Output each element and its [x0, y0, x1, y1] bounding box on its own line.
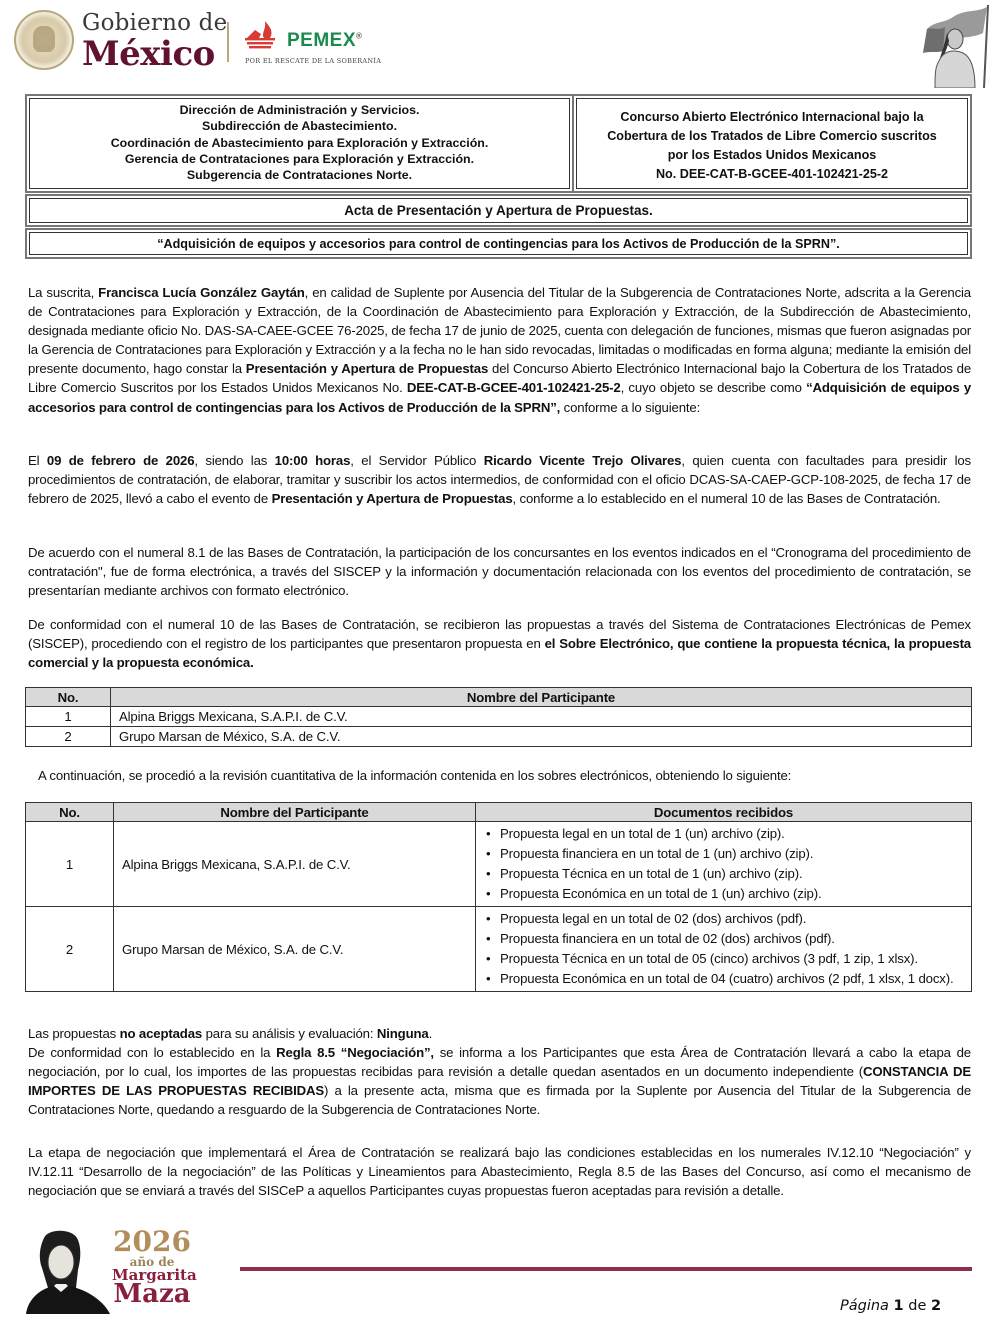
- page-of: de: [908, 1298, 927, 1314]
- cell-participant-name: Alpina Briggs Mexicana, S.A.P.I. de C.V.: [111, 707, 972, 727]
- bold-text: no aceptadas: [119, 1026, 203, 1041]
- dependency-box: [25, 94, 574, 193]
- document-item: • Propuesta legal en un total de 02 (dos) archivos (pdf).: [486, 909, 965, 929]
- text: , siendo las: [194, 453, 275, 468]
- text: para su análisis y evaluación:: [202, 1026, 377, 1041]
- document-item: • Propuesta legal en un total de 1 (un) archivo (zip).: [486, 824, 965, 844]
- text: El: [28, 453, 47, 468]
- acta-title-box: [25, 194, 972, 227]
- document-item: • Propuesta Económica en un total de 04 (cuatro) archivos (2 pdf, 1 xlsx, 1 docx).: [486, 969, 965, 989]
- table-row: [26, 727, 972, 747]
- text: .: [428, 1026, 433, 1041]
- heroine-with-flag-illustration-icon: [905, 3, 993, 88]
- text: , quien cuenta con facultades para presidir los procedimientos de contratación, de elaborar, tramitar y suscribir los actos intermedios, de conformidad con el oficio DCAS-SA-CAEP-GCP-108-2025, de fecha 17 de febrero de 2025, llevó a cabo el evento de: [28, 453, 971, 507]
- registered-mark: ®: [356, 31, 363, 41]
- text: , cuyo objeto se describe como: [620, 380, 807, 396]
- text: De conformidad con lo establecido en la: [28, 1045, 277, 1061]
- cell-no: 2: [26, 727, 111, 747]
- page-current: 1: [893, 1298, 904, 1314]
- paragraph-event: [28, 451, 971, 508]
- paragraph-negotiation: [28, 1024, 971, 1119]
- gov-logo-line1: Gobierno de: [82, 10, 228, 36]
- table-header-row: [26, 688, 972, 707]
- cell-participant-name: Alpina Briggs Mexicana, S.A.P.I. de C.V.: [114, 822, 476, 907]
- procedure-line: Cobertura de los Tratados de Libre Comercio suscritos: [607, 129, 937, 143]
- column-header-no: No.: [26, 803, 114, 822]
- page-label: Página: [840, 1298, 889, 1314]
- event-date: 09 de febrero de 2026: [46, 453, 195, 468]
- procedure-number: No. DEE-CAT-B-GCEE-401-102421-25-2: [655, 167, 889, 181]
- honoree-first-name: Margarita: [112, 1266, 197, 1284]
- dependency-lines: [27, 102, 572, 183]
- text: ) a la presente acta, misma que es firmada por la Suplente por Ausencia del Titular de la Subgerencia de Contrataciones Norte, quedando a resguardo de la Subgerencia de Contrataciones Norte.: [28, 1083, 971, 1118]
- dependency-line: Subgerencia de Contrataciones Norte.: [186, 168, 413, 183]
- logo-divider: [227, 22, 229, 62]
- text: , conforme a lo establecido en el numeral 10 de las Bases de Contratación.: [512, 491, 941, 507]
- participants-table: [25, 687, 972, 747]
- bold-text: el Sobre Electrónico, que contiene la propuesta técnica, la propuesta comercial y la propuesta económica.: [28, 636, 971, 671]
- paragraph-negotiation-conditions: La etapa de negociación que implementará el Área de Contratación se realizará bajo las condiciones establecidas en los numerales IV.12.10 “Negociación” y IV.12.11 “Desarrollo de la negociación” de las Políticas y Lineamientos para Abastecimiento, Regla 8.5 de las Bases del Concurso, así como el mecanismo de negociación que se enviará a través del SISCeP a aquellos Participantes cuyas propuestas fueron aceptadas para revisión a detalle.: [28, 1145, 971, 1199]
- page-total: 2: [930, 1298, 942, 1314]
- documents-received-table: [25, 802, 972, 992]
- cell-no: 1: [26, 707, 111, 727]
- dependency-line: Gerencia de Contrataciones para Exploración y Extracción.: [124, 151, 475, 166]
- year-number: 2026: [113, 1225, 191, 1258]
- dependency-line: Dirección de Administración y Servicios.: [179, 103, 420, 117]
- paragraph-quantitative-review: A continuación, se procedió a la revisión cuantitativa de la información contenida en los sobres electrónicos, obteniendo lo siguiente:: [38, 768, 792, 783]
- table-row: [26, 907, 972, 992]
- column-header-name: Nombre del Participante: [111, 688, 972, 707]
- paragraph-intro: [28, 283, 971, 417]
- procurement-object: “Adquisición de equipos y accesorios para control de contingencias para los Activos de Producción de la SPRN”.: [157, 237, 840, 251]
- document-title: Acta de Presentación y Apertura de Propuestas.: [344, 203, 653, 218]
- bold-text: Presentación y Apertura de Propuestas: [245, 361, 489, 377]
- bold-text: Presentación y Apertura de Propuestas: [271, 491, 513, 507]
- pemex-wordmark: [287, 30, 362, 52]
- pemex-tagline: POR EL RESCATE DE LA SOBERANÍA: [245, 57, 382, 65]
- column-header-name: Nombre del Participante: [114, 803, 476, 822]
- rule-reference: Regla 8.5 “Negociación”,: [276, 1045, 434, 1061]
- gobierno-de-mexico-logo: [82, 10, 228, 74]
- margarita-maza-2026-logo: [18, 1225, 197, 1318]
- dependency-line: Coordinación de Abastecimiento para Exploración y Extracción.: [110, 135, 489, 150]
- event-time: 10:00 horas: [274, 453, 351, 468]
- text: De conformidad con el numeral 10 de las Bases de Contratación, se recibieron las propuestas a través del Sistema de Contrataciones Electrónicas de Pemex (SISCEP), procediendo con el registro de los participantes que presentaron propuesta en: [28, 617, 971, 652]
- table-row: [26, 707, 972, 727]
- document-item: • Propuesta Técnica en un total de 05 (cinco) archivos (3 pdf, 1 zip, 1 xlsx).: [486, 949, 965, 969]
- pemex-eagle-flame-icon: [245, 20, 279, 50]
- document-item: • Propuesta financiera en un total de 02 (dos) archivos (pdf).: [486, 929, 965, 949]
- pemex-text: PEMEX: [287, 30, 357, 51]
- paragraph-reception: [28, 615, 971, 672]
- documents-list: [486, 824, 965, 904]
- pemex-logo: [245, 20, 395, 70]
- procedure-number: DEE-CAT-B-GCEE-401-102421-25-2: [406, 380, 621, 396]
- cell-no: 1: [26, 822, 114, 907]
- mexico-coat-of-arms-icon: [14, 10, 74, 70]
- procurement-object: “Adquisición de equipos y accesorios para control de contingencias para los Activos de Producción de la SPRN”,: [28, 380, 972, 415]
- text: , el Servidor Público: [350, 453, 484, 468]
- table-row: [26, 822, 972, 907]
- cell-documents: [476, 822, 972, 907]
- page-number: [840, 1298, 941, 1314]
- column-header-no: No.: [26, 688, 111, 707]
- table-header-row: [26, 803, 972, 822]
- margarita-maza-portrait-icon: [18, 1228, 113, 1314]
- document-item: • Propuesta Técnica en un total de 1 (un) archivo (zip).: [486, 864, 965, 884]
- document-item: • Propuesta financiera en un total de 1 (un) archivo (zip).: [486, 844, 965, 864]
- documents-list: [486, 909, 965, 989]
- ano-de-text: año de: [129, 1255, 175, 1269]
- rejected-count: Ninguna: [376, 1026, 429, 1041]
- procedure-line: por los Estados Unidos Mexicanos: [667, 148, 877, 162]
- text: , en calidad de Suplente por Ausencia del Titular de la Subgerencia de Contrataciones Norte, adscrita a la Gerencia de Contrataciones para Exploración y Extracción, de la Coordinación de Abastecimiento para Exploración y Extracción, de la Subdirección de Abastecimiento, designada mediante oficio No. DAS-SA-CAEE-GCEE 76-2025, de fecha 17 de junio de 2025, cuenta con delegación de funciones, mismas que fueron asignadas por la Gerencia de Contrataciones para Exploración y Extracción y a la fecha no le han sido revocadas, limitadas o modificadas en forma alguna; mediante la emisión del presente documento, hago constar la: [28, 285, 971, 377]
- bold-text: CONSTANCIA DE IMPORTES DE LAS PROPUESTAS RECIBIDAS: [28, 1064, 971, 1099]
- document-item: • Propuesta Económica en un total de 1 (un) archivo (zip).: [486, 884, 965, 904]
- cell-participant-name: Grupo Marsan de México, S.A. de C.V.: [111, 727, 972, 747]
- footer-divider: [240, 1267, 972, 1271]
- text: Las propuestas: [28, 1026, 120, 1041]
- public-servant-name: Ricardo Vicente Trejo Olivares: [483, 453, 682, 468]
- procedure-line: Concurso Abierto Electrónico Internacional bajo la: [620, 110, 924, 124]
- objeto-box: [25, 228, 972, 259]
- text: del Concurso Abierto Electrónico Internacional bajo la Cobertura de los Tratados de Libre Comercio Suscritos por los Estados Unidos Mexicanos No.: [28, 361, 972, 396]
- procedure-box: [572, 94, 972, 193]
- cell-documents: [476, 907, 972, 992]
- dependency-line: Subdirección de Abastecimiento.: [201, 119, 398, 134]
- gov-logo-line2: México: [82, 34, 215, 74]
- text: se informa a los Participantes que esta Área de Contratación llevará a cabo la etapa de negociación, por lo cual, los importes de las propuestas recibidas para revisión a detalle quedan asentados en un documento independiente (: [28, 1045, 971, 1080]
- honoree-last-name: Maza: [113, 1279, 191, 1309]
- paragraph-participation: De acuerdo con el numeral 8.1 de las Bases de Contratación, la participación de los concursantes en los eventos indicados en el “Cronograma del procedimiento de contratación", fue de forma electrónica, a través del SISCEP y la información y documentación relacionada con los eventos del procedimiento de contratación, se presentarían mediante archivos con formato electrónico.: [28, 545, 971, 599]
- cell-participant-name: Grupo Marsan de México, S.A. de C.V.: [114, 907, 476, 992]
- procedure-lines: [574, 108, 970, 184]
- signatory-name: Francisca Lucía González Gaytán: [98, 285, 305, 300]
- year-legend: [112, 1225, 197, 1309]
- column-header-documents: Documentos recibidos: [476, 803, 972, 822]
- page-header: [0, 0, 998, 92]
- text: La suscrita,: [28, 285, 99, 300]
- text: conforme a lo siguiente:: [560, 399, 701, 415]
- cell-no: 2: [26, 907, 114, 992]
